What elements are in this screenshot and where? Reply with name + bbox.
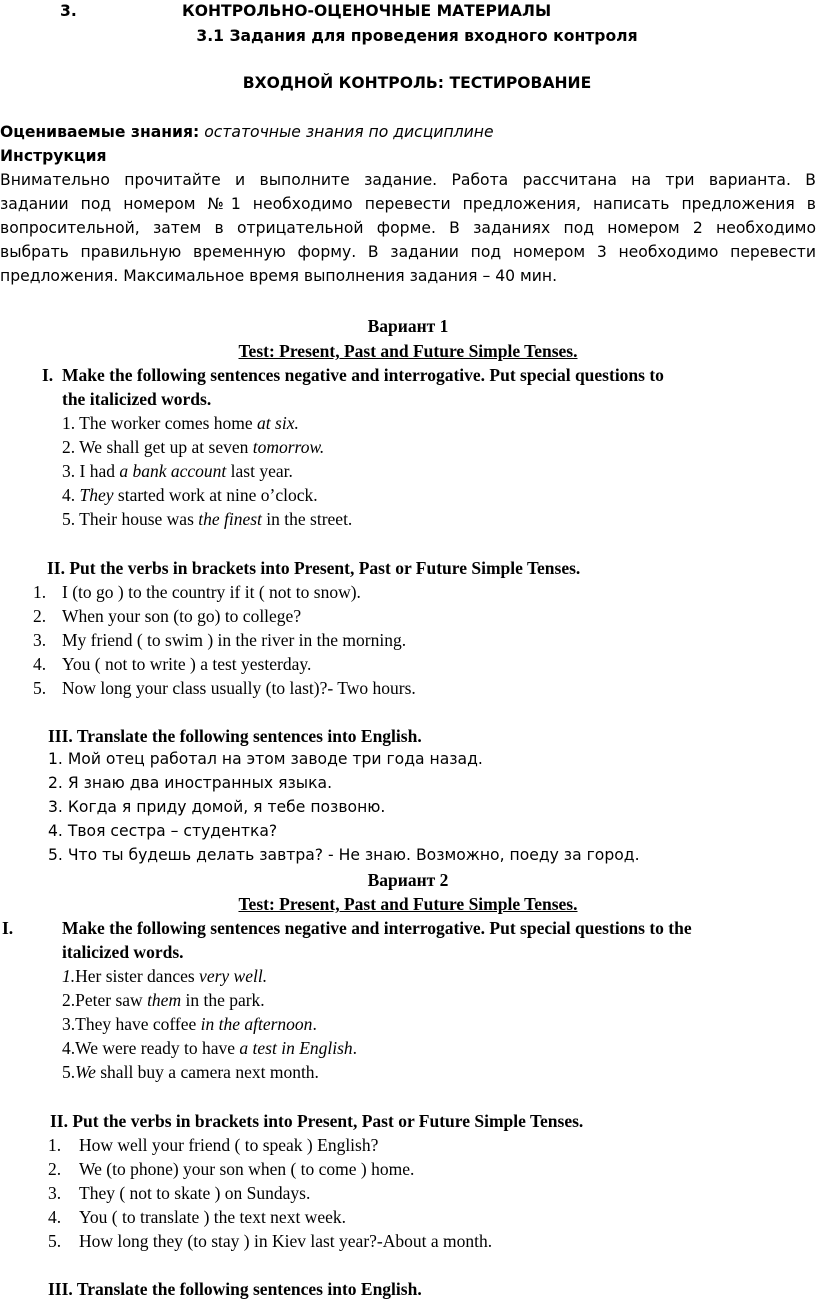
variant-1-test-title: Test: Present, Past and Future Simple Tenses. bbox=[238, 341, 578, 361]
instruction-line: выбрать правильную временную форму. В задании под номером 3 необходимо перевести bbox=[0, 243, 816, 261]
v1-task3-title: III. Translate the following sentences into English. bbox=[48, 726, 422, 746]
subsection-title: 3.1 Задания для проведения входного контроля bbox=[196, 27, 638, 45]
list-item: 2.Peter saw them in the park. bbox=[62, 990, 265, 1010]
list-item: 5.We shall buy a camera next month. bbox=[62, 1062, 319, 1082]
list-number: 3. bbox=[33, 630, 47, 650]
list-number: 2. bbox=[48, 1159, 62, 1179]
list-item: They ( not to skate ) on Sundays. bbox=[79, 1183, 311, 1203]
v2-task1-title: Make the following sentences negative and interrogative. Put special questions to the bbox=[62, 918, 692, 938]
page-title: ВХОДНОЙ КОНТРОЛЬ: ТЕСТИРОВАНИЕ bbox=[242, 74, 592, 92]
list-number: 2. bbox=[33, 606, 47, 626]
list-item: 3. I had a bank account last year. bbox=[62, 461, 293, 481]
list-item: 2. We shall get up at seven tomorrow. bbox=[62, 437, 325, 457]
list-item: How well your friend ( to speak ) English? bbox=[79, 1135, 379, 1155]
list-item: 2. Я знаю два иностранных языка. bbox=[48, 774, 333, 792]
assessed-label: Оцениваемые знания: bbox=[0, 123, 200, 141]
v1-task2-title: II. Put the verbs in brackets into Present, Past or Future Simple Tenses. bbox=[47, 558, 581, 578]
list-number: 4. bbox=[33, 654, 47, 674]
list-item: How long they (to stay ) in Kiev last year?-About a month. bbox=[79, 1231, 493, 1251]
list-item: You ( not to write ) a test yesterday. bbox=[62, 654, 312, 674]
list-item: 1. Мой отец работал на этом заводе три года назад. bbox=[48, 750, 483, 768]
list-number: 5. bbox=[48, 1231, 62, 1251]
variant-1-title: Вариант 1 bbox=[367, 316, 449, 336]
list-number: 3. bbox=[48, 1183, 62, 1203]
list-item: 4.We were ready to have a test in English. bbox=[62, 1038, 358, 1058]
v2-task3-title: III. Translate the following sentences into English. bbox=[48, 1279, 422, 1299]
section-number: 3. bbox=[60, 2, 77, 20]
v1-task1-number: I. bbox=[42, 365, 54, 385]
list-number: 1. bbox=[48, 1135, 62, 1155]
v2-task1-number: I. bbox=[2, 918, 14, 938]
v1-task1-title-cont: the italicized words. bbox=[62, 389, 212, 409]
instruction-line: Внимательно прочитайте и выполните задание. Работа рассчитана на три варианта. В bbox=[0, 171, 816, 189]
list-item: I (to go ) to the country if it ( not to snow). bbox=[62, 582, 361, 602]
list-item: You ( to translate ) the text next week. bbox=[79, 1207, 346, 1227]
variant-2-title: Вариант 2 bbox=[367, 870, 449, 890]
list-number: 1. bbox=[33, 582, 47, 602]
v1-task1-title: Make the following sentences negative and interrogative. Put special questions to bbox=[62, 365, 664, 385]
variant-2-test-title: Test: Present, Past and Future Simple Tenses. bbox=[238, 894, 578, 914]
v2-task2-title: II. Put the verbs in brackets into Present, Past or Future Simple Tenses. bbox=[50, 1111, 584, 1131]
list-item: 5. Что ты будешь делать завтра? - Не знаю. Возможно, поеду за город. bbox=[48, 846, 640, 864]
assessed-knowledge bbox=[0, 123, 494, 141]
list-item: 4. Твоя сестра – студентка? bbox=[48, 822, 278, 840]
instruction-line: вопросительной, затем в отрицательной форме. В заданиях под номером 2 необходимо bbox=[0, 219, 816, 237]
list-item: When your son (to go) to college? bbox=[62, 606, 302, 626]
section-title: КОНТРОЛЬНО-ОЦЕНОЧНЫЕ МАТЕРИАЛЫ bbox=[182, 2, 552, 20]
list-item: 1. The worker comes home at six. bbox=[62, 413, 299, 433]
list-number: 5. bbox=[33, 678, 47, 698]
instruction-line: задании под номером №1 необходимо перевести предложения, написать предложения в bbox=[0, 195, 816, 213]
list-item: 1.Her sister dances very well. bbox=[62, 966, 268, 986]
assessed-value: остаточные знания по дисциплине bbox=[204, 123, 494, 141]
instruction-line: предложения. Максимальное время выполнения задания – 40 мин. bbox=[0, 267, 558, 285]
list-item: 5. Their house was the finest in the street. bbox=[62, 509, 353, 529]
list-item: 4. They started work at nine o’clock. bbox=[62, 485, 318, 505]
instruction-heading: Инструкция bbox=[0, 147, 107, 165]
v2-task1-title-cont: italicized words. bbox=[62, 942, 184, 962]
list-item: We (to phone) your son when ( to come ) home. bbox=[79, 1159, 415, 1179]
list-item: My friend ( to swim ) in the river in the morning. bbox=[62, 630, 407, 650]
list-item: 3. Когда я приду домой, я тебе позвоню. bbox=[48, 798, 386, 816]
list-item: 3.They have coffee in the afternoon. bbox=[62, 1014, 317, 1034]
list-number: 4. bbox=[48, 1207, 62, 1227]
list-item: Now long your class usually (to last)?- Two hours. bbox=[62, 678, 416, 698]
